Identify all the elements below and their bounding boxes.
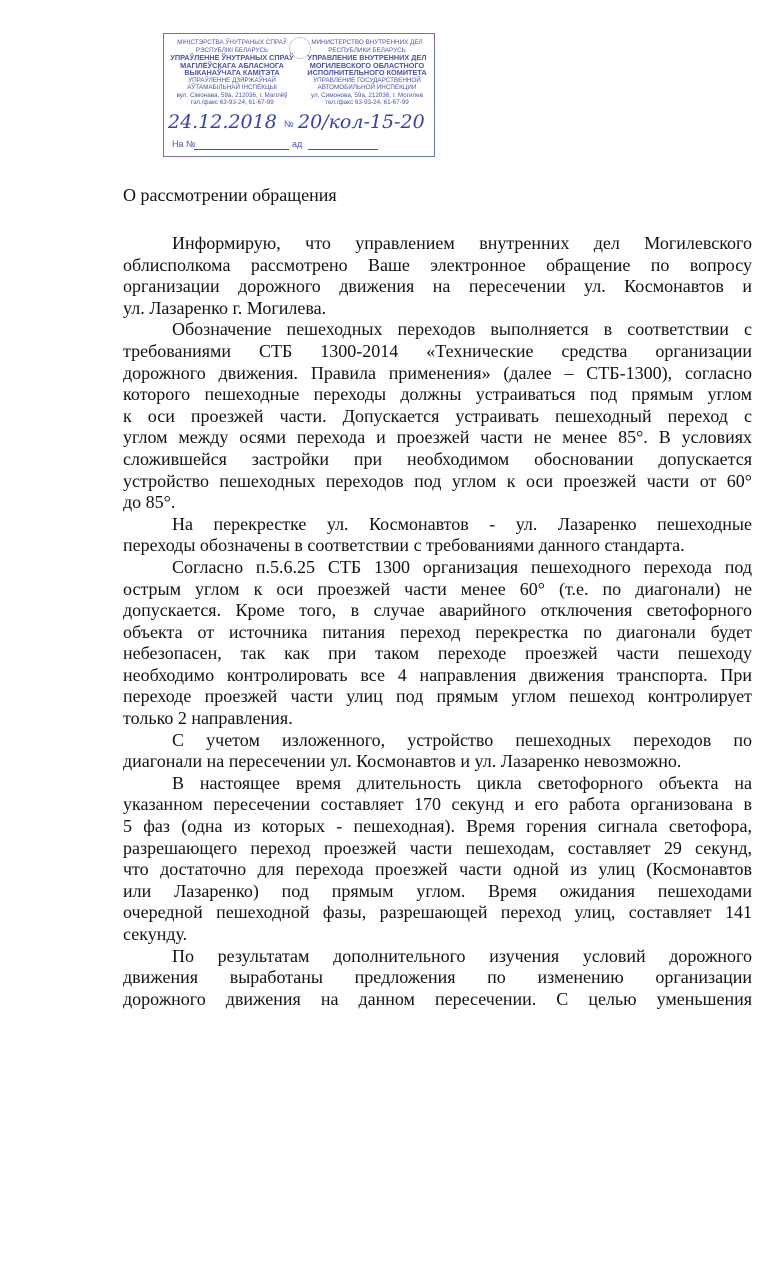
paragraph	[123, 946, 752, 1011]
text-line: или Лазаренко) под прямым углом. Время ожидания пешеходами	[123, 880, 752, 901]
stamp-ot-label: ад	[292, 139, 303, 149]
text-line: очередной пешеходной фазы, разрешающей переход улиц, составляет 141	[123, 902, 752, 923]
text-line: которого пешеходные переходы должны устраиваться под прямым углом	[123, 384, 752, 405]
stamp-line-text: ул. Симонова, 59а, 212036, г. Могилев	[310, 91, 424, 99]
stamp-date: 24.12.2018	[168, 111, 277, 133]
paragraph	[123, 773, 752, 946]
stamp-line-text: РЕСПУБЛИКИ БЕЛАРУСЬ	[328, 46, 406, 54]
text-line: переходе проезжей части улиц под прямым углом пешеход контролирует	[123, 686, 752, 707]
stamp-number: 20/кол-15-20	[298, 111, 425, 133]
text-line: устройство пешеходных переходов под углом к оси проезжей части от 60°	[123, 470, 752, 491]
text-line: дорожного движения на данном пересечении. С целью уменьшения	[123, 988, 752, 1009]
registration-stamp	[163, 33, 435, 157]
stamp-line-text: АЎТАМАБІЛЬНАЙ ІНСПЕКЦЫІ	[187, 84, 277, 91]
stamp-line-text: РЭСПУБЛІКІ БЕЛАРУСЬ	[195, 46, 269, 54]
stamp-line-text: МАГІЛЁЎСКАГА АБЛАСНОГА	[180, 60, 284, 70]
paragraph	[123, 514, 752, 557]
text-line: движения выработаны предложения по изменению организации	[123, 967, 752, 988]
text-line: сложившейся застройки при необходимом обосновании допускается	[123, 448, 752, 469]
text-line: ул. Лазаренко г. Могилева.	[123, 297, 327, 318]
text-line: необходимо контролировать все 4 направления движения транспорта. При	[123, 664, 752, 685]
stamp-line-text: вул. Сімонава, 59а, 212036, г. Магілёў	[176, 91, 288, 99]
text-line: Информирую, что управлением внутренних дел Могилевского	[172, 233, 752, 253]
document-body	[123, 233, 752, 1010]
text-line: до 85°.	[123, 492, 176, 513]
paragraph	[123, 319, 752, 513]
stamp-line-text: МОГИЛЕВСКОГО ОБЛАСТНОГО	[309, 60, 425, 70]
text-line: С учетом изложенного, устройство пешеходных переходов по	[172, 729, 752, 750]
text-line: небезопасен, так как при таком переходе проезжей части пешеходу	[123, 643, 752, 664]
stamp-left-column	[167, 39, 297, 107]
stamp-line-text: МІНІСТЭРСТВА ЎНУТРАНЫХ СПРАЎ	[177, 39, 287, 46]
text-line: объекта от источника питания переход перекрестка по диагонали будет	[123, 621, 752, 642]
text-line: разрешающего переход проезжей части пешеходам, составляет 29 секунд,	[123, 837, 752, 858]
stamp-line-text: УПРАЎЛЕННЕ ДЗЯРЖАЎНАЙ	[188, 76, 276, 84]
text-line: требованиями СТБ 1300-2014 «Технические средства организации	[123, 340, 752, 361]
stamp-line-text: АВТОМОБИЛЬНОЙ ИНСПЕКЦИИ	[317, 84, 417, 91]
stamp-line-text: тел./факс 63-93-24, 61-67-99	[325, 99, 409, 106]
paragraph	[123, 557, 752, 730]
text-line: дорожного движения. Правила применения» (далее – СТБ-1300), согласно	[123, 362, 752, 383]
stamp-line-text: УПРАВЛЕНИЕ ГОСУДАРСТВЕННОЙ	[313, 76, 421, 84]
document-subject: О рассмотрении обращения	[123, 185, 337, 205]
paragraph	[123, 233, 752, 319]
text-line: По результатам дополнительного изучения условий дорожного	[172, 945, 752, 966]
text-line: В настоящее время длительность цикла светофорного объекта на	[172, 772, 752, 793]
stamp-right-column	[302, 39, 432, 107]
text-line: переходы обозначены в соответствии с требованиями данного стандарта.	[123, 535, 685, 556]
text-line: указанном пересечении составляет 170 секунд и его работа организована в	[123, 794, 752, 815]
text-line: Согласно п.5.6.25 СТБ 1300 организация пешеходного перехода под	[172, 556, 752, 577]
stamp-na-label: На №	[172, 139, 196, 149]
stamp-number-label: №	[284, 119, 294, 129]
stamp-line-text: УПРАЎЛЕННЕ ЎНУТРАНЫХ СПРАЎ	[170, 53, 294, 62]
text-line: только 2 направления.	[123, 708, 293, 729]
text-line: Обозначение пешеходных переходов выполняется в соответствии с	[172, 319, 752, 340]
text-line: к оси проезжей части. Допускается устраивать пешеходный переход с	[123, 405, 752, 426]
stamp-line-text: ВЫКАНАЎЧАГА КАМІТЭТА	[184, 68, 280, 77]
stamp-line	[194, 149, 289, 150]
paragraph	[123, 730, 752, 773]
stamp-line-text: ИСПОЛНИТЕЛЬНОГО КОМИТЕТА	[307, 68, 427, 77]
stamp-line-text: МИНИСТЕРСТВО ВНУТРЕННИХ ДЕЛ	[311, 39, 423, 46]
text-line: допускается. Кроме того, в случае аварийного отключения светофорного	[123, 600, 752, 621]
text-line: острым углом к оси проезжей части менее 60° (т.е. по диагонали) не	[123, 578, 752, 599]
stamp-line	[308, 149, 378, 150]
stamp-line-text: тэл./факс 63-93-24, 61-67-99	[190, 99, 274, 106]
text-line: углом между осями перехода и проезжей части не менее 85°. В условиях	[123, 427, 752, 448]
text-line: диагонали на пересечении ул. Космонавтов и ул. Лазаренко невозможно.	[123, 751, 682, 772]
text-line: что достаточно для перехода проезжей части одной из улиц (Космонавтов	[123, 859, 752, 880]
text-line: организации дорожного движения на пересечении ул. Космонавтов и	[123, 276, 752, 297]
stamp-line-text: УПРАВЛЕНИЕ ВНУТРЕННИХ ДЕЛ	[307, 53, 427, 62]
text-line: облисполкома рассмотрено Ваше электронное обращение по вопросу	[123, 254, 752, 275]
text-line: На перекрестке ул. Космонавтов - ул. Лазаренко пешеходные	[172, 513, 752, 534]
text-line: секунду.	[123, 924, 188, 944]
text-line: 5 фаз (одна из которых - пешеходная). Время горения сигнала светофора,	[123, 816, 752, 837]
